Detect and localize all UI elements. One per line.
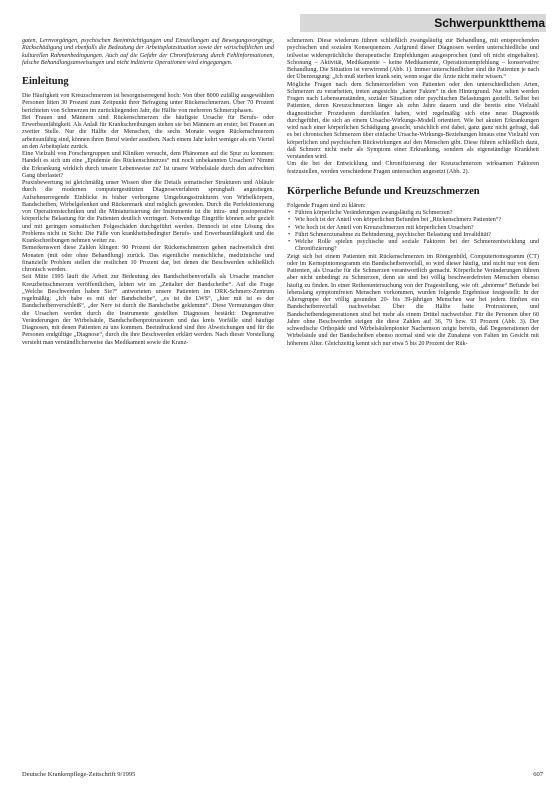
question-list <box>287 210 539 254</box>
paragraph: Seit Mitte 1995 läuft die Arbeit zur Bedeutung des Bandscheibenvorfalls als Ursache mancher Kreuzbeinschmerzen veröffentlichen, lebten wir im „Zeitalter der Bandscheibe“. Auf die Frage „Welche Beschwerden haben Sie?“ antworteten unsere Patienten im DRK-Schmerz-Zentrum regelmäßig: „Ich habe es mit der Bandscheibe“, „es ist die LWS“, „hier mit ist es der Bandscheibenverschleiß“, „der Nerv ist durch die Bandscheibe geklemmt“. Diese Vermutungen über die Ursachen werden durch die Instrumente gestellten Diagnosen bestärkt: Degenerative Veränderungen der Wirbelsäule, Bandscheibenprotrusionen und das kreis Vorfälle sind häufige Diagnosen, mit denen Patienten zu uns kommen. Beeindruckend sind ihre Abweichungen und für die Personen endgültige „Diagnose“, durch die ihre Beschwerden erklärt werden. Nach dieser Vorstellung versteht man verständlicherweise das Medikament sowie die Kranz- <box>22 274 274 346</box>
heading-koerperliche-befunde: Körperliche Befunde und Kreuzschmerzen <box>287 185 480 197</box>
paragraph: Mögliche Fragen nach dem Schmerzerleben von Patienten oder den unterschiedlichen Arten, Schmerzen zu verarbeiten, treten angesichts „harter Fakten“ in den Hintergrund. Nur selten werden Fragen nach Lebensumständen, sozialer Situation oder psychischen Belastungen gestellt. Selbst bei Patienten, deren Kreuzschmerzen länger als zehn Jahre dauern und die bereits eine Vielzahl diagnostischer Prozeduren durchlaufen haben, wird regelmäßig sich eine neue Diagnostik durchgeführt, die sich an einem Ursache-Wirkungs-Modell orientiert. Wie bei akuten Erkrankungen wird nach einer körperlichen Schädigung gesucht, ursächlich erst dabei, ganz ganz nicht gefragt, daß es bei chronischen Schmerzen über einfache Ursache-Wirkungs-Beziehungen hinaus eine Vielzahl von körperlichen und psychischen Rückwirkungen auf den Menschen gibt. Diese führen schließlich dazu, daß Schmerz nicht mehr als Symptom einer Erkrankung, sondern als eigenständige Krankheit verstanden wird. <box>287 81 539 160</box>
paragraph: Bei Frauen und Männern sind Rückenschmerzen die häufigste Ursache für Berufs- oder Erwerbsunfähigkeit. Als Anlaß für Krankschreibungen stehen sie bei Männern an erster, bei Frauen an zweiter Stelle. Nur die Hälfte der Menschen, die sechs Monate wegen Rückenschmerzen arbeitsunfähig sind, können ihren Beruf wieder ausüben. Nach einem Jahr kehrt weniger als ein Viertel an den Arbeitsplatz zurück. <box>22 114 274 150</box>
paragraph: Zeigt sich bei einem Patienten mit Rückenschmerzen im Röntgenbild, Computertomogramm (CT) oder im Kernspintomogramm ein Bandscheibenvorfall, so wird dieser häufig, und nicht nur von dem Patienten, als Ursache für die Schmerzen verantwortlich gemacht. Körperliche Veränderungen führen aber nicht unbedingt zu Schmerzen, denn sie sind bei völlig beschwerdefreien Menschen ebenso häufig zu finden. In einer Reihenuntersuchung von der Fragestellung, wie oft „abnorme“ Befunde bei lebenslang symptomfreien Menschen vorkommen, wurden folgende Ergebnisse festgestellt: In der Altersgruppe der völlig gesunden 20- bis 39-jährigen Menschen war bei jedem fünften ein Bandscheibenvorfall nachweisbar. Über die Hälfte hatte Protrusionen, und Bandscheibendegenerationen sind bei mehr als einem Drittel nachweisbar. Für die Personen über 60 Jahre ohne Beschwerden steigen die diese Zahlen auf 36, 79 bzw. 93 Prozent (Abb. 3). Der schwedische Orthopäde und Wirbelsäulenpionier Nachemson zeigte bereits, daß Degenerationen der Wirbelsäule und der Bandscheiben ebenso normal sind wie die Zunahme von Falten im Gesicht mit höherem Alter. Gleichzeitig kennt sich nur etwa 5 bis 20 Prozent der Rük- <box>287 253 539 347</box>
paragraph: Folgende Fragen sind zu klären: <box>287 202 366 209</box>
list-item: • Wie hoch ist der Anteil von körperlichen Befunden bei „Rückenschmerz Patienten“? <box>287 217 539 224</box>
abstract-continuation: gaten, Lernvorgängen, psychischen Beeinträchtigungen und Einstellungen auf Bewegungsvorgänge, Rückschädigung und ebenfalls die Bedeutung der Arbeitsplatzsituation sowie der wirtschaftlichen und kulturellen Rahmenbedingungen. Auch auf die Gefahr der Chronifizierung durch Fehlinformationen, falsche Behandlungsanweisungen und nicht indizierte Operationen wird eingegangen. <box>22 38 274 66</box>
paragraph: schmerzen. Diese wiederum führen schließlich zwangsläufig zur Behandlung, mit entsprechenden psychischen und sozialen Konsequenzen. Aufgrund dieser Diagnosen werden unterschiedliche und teilweise widersprüchliche therapeutische Empfehlungen ausgesprochen (und oft nicht eingehalten). Schonung – Aktivität, Medikamente – keine Medikamente, Operationsempfehlung – konservative Behandlung. Die Situation ist verwirrend (Abb. 1). Immer unterschiedlicher sind die Patienten je nach der Überzeugung: „Ich muß sterben krank sein, wenn sogar die Ärzte nicht mehr wissen.“ <box>287 38 539 81</box>
list-item: • Führen körperliche Veränderungen zwangsläufig zu Schmerzen? <box>287 210 539 217</box>
right-column <box>287 38 539 756</box>
paragraph: Um die bei der Entwicklung und Chronifizierung der Kreuzschmerzen wirksamen Faktoren festzustellen, werden verschiedene Fragen untersuchen angesetzt (Abb. 2). <box>287 161 539 175</box>
left-column <box>22 38 274 756</box>
list-item: • Welche Rolle spielen psychische und soziale Faktoren bei der Schmerzentwicklung und Chronifizierung? <box>287 239 539 254</box>
journal-footer: Deutsche Krankenpflege-Zeitschrift 9/1995 <box>22 771 136 778</box>
page-number: 607 <box>533 771 543 778</box>
paragraph: Die Häufigkeit von Kreuzschmerzen ist besorgniserregend hoch: Von über 8000 zufällig ausgewählten Personen litten 30 Prozent zum Zeitpunkt ihrer Befragung unter Rückenschmerzen. Über 70 Prozent berichteten von Schmerzen im zurückliegenden Jahr, die Hälfte von mehreren Schmerzphasen. <box>22 93 274 114</box>
paragraph: Bemerkenswert diese Zahlen klingen: 90 Prozent der Rückenschmerzen gehen nachweislich drei Monaten (mit oder ohne Behandlung) zurück. Das eigentliche menschliche, medizinische und finanzielle Problem stellen die restlichen 10 Prozent dar, bei denen die Beschwerden schließlich chronisch werden. <box>22 245 274 273</box>
list-item: • Wie hoch ist der Anteil von Kreuzschmerzen mit körperlichen Ursachen? <box>287 225 539 232</box>
paragraph: Praxisbewertung ist gleichmäßig unser Wissen über die Details somatischer Strukturen und Abläufe durch die modernen computergestützten Diagnoseverfahren sprunghaft angestiegen. Aufsehenerregende Einblicke in bisher verborgene Umgebungsstrukturen von Wirbelkörpern, Bandscheiben, Wirbelgelenken und Rückenmark sind möglich geworden. Durch die Perfektionierung von Operationstechniken und die Miniaturisierung der Instrumente ist die intra- und postoperative körperliche Belastung für die Patienten deutlich verringert. Notwendige Eingriffe können sehr gezielt und mit geringen somatischen Folgeschäden durchgeführt werden. Dennoch ist eine Lösung des Problems nicht in Sicht: Die Fälle von krankheitsbedingter Berufs- und Erwerbsunfähigkeit und die Krankschreibungen nehmen weiter zu. <box>22 180 274 244</box>
paragraph: Eine Vielzahl von Forschergruppen und Kliniken versucht, dem Phänomen auf die Spur zu kommen: Handelt es sich um eine „Epidemie des Rückenschmerzes“ mit noch unbekannten Ursachen? Nimmt die Erkrankung wirklich durch unsere Lebensweise zu? Ist unsere Wirbelsäule durch den aufrechten Gang überlastet? <box>22 151 274 179</box>
section-title: Schwerpunktthema <box>434 16 545 30</box>
heading-einleitung: Einleitung <box>22 76 69 87</box>
list-item: • Führt Schmerzzunahme zu Behinderung, psychischer Belastung und Invalidität? <box>287 232 539 239</box>
